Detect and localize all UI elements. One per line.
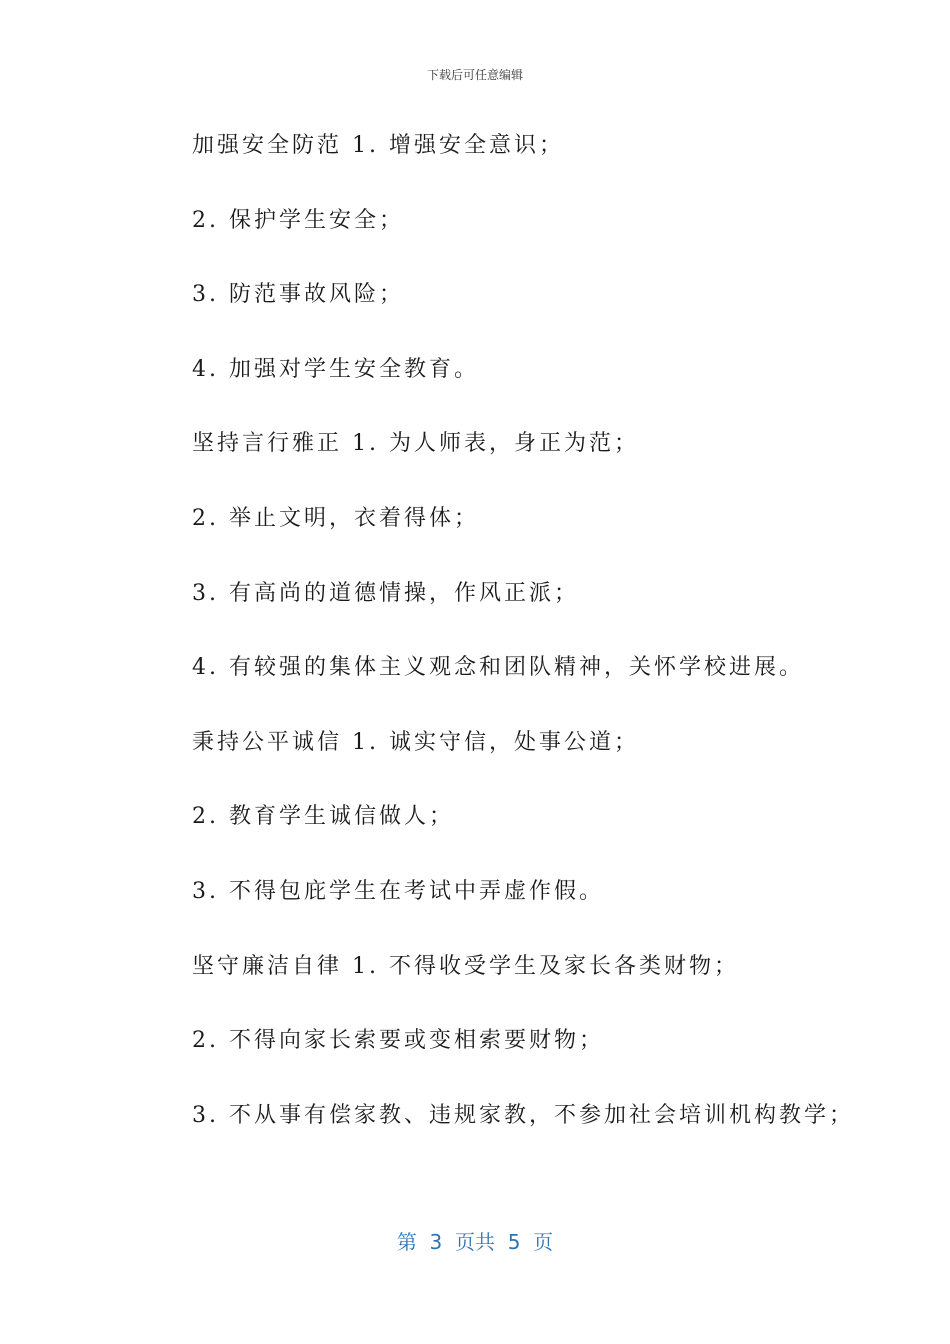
text-line: 2. 不得向家长索要或变相索要财物； [192,1028,604,1054]
text-line: 坚守廉洁自律 1. 不得收受学生及家长各类财物； [192,953,739,979]
text-line: 3. 不得包庇学生在考试中弄虚作假。 [192,878,604,904]
text-line: 4. 加强对学生安全教育。 [192,356,479,382]
text-line: 坚持言行雅正 1. 为人师表，身正为范； [192,431,639,457]
text-line: 4. 有较强的集体主义观念和团队精神，关怀学校进展。 [192,655,804,681]
page-header-note: 下载后可任意编辑 [426,68,523,82]
text-line: 2. 保护学生安全； [192,207,404,233]
text-line: 2. 举止文明，衣着得体； [192,505,479,531]
text-line: 2. 教育学生诚信做人； [192,804,454,830]
document-body [192,128,892,1172]
text-line: 3. 不从事有偿家教、违规家教，不参加社会培训机构教学； [192,1102,854,1128]
text-line: 秉持公平诚信 1. 诚实守信，处事公道； [192,729,639,755]
text-line: 加强安全防范 1. 增强安全意识； [192,133,564,158]
page-number-footer: 第 3 页共 5 页 [396,1230,554,1254]
text-line: 3. 有高尚的道德情操，作风正派； [192,580,579,606]
text-line: 3. 防范事故风险； [192,282,404,308]
